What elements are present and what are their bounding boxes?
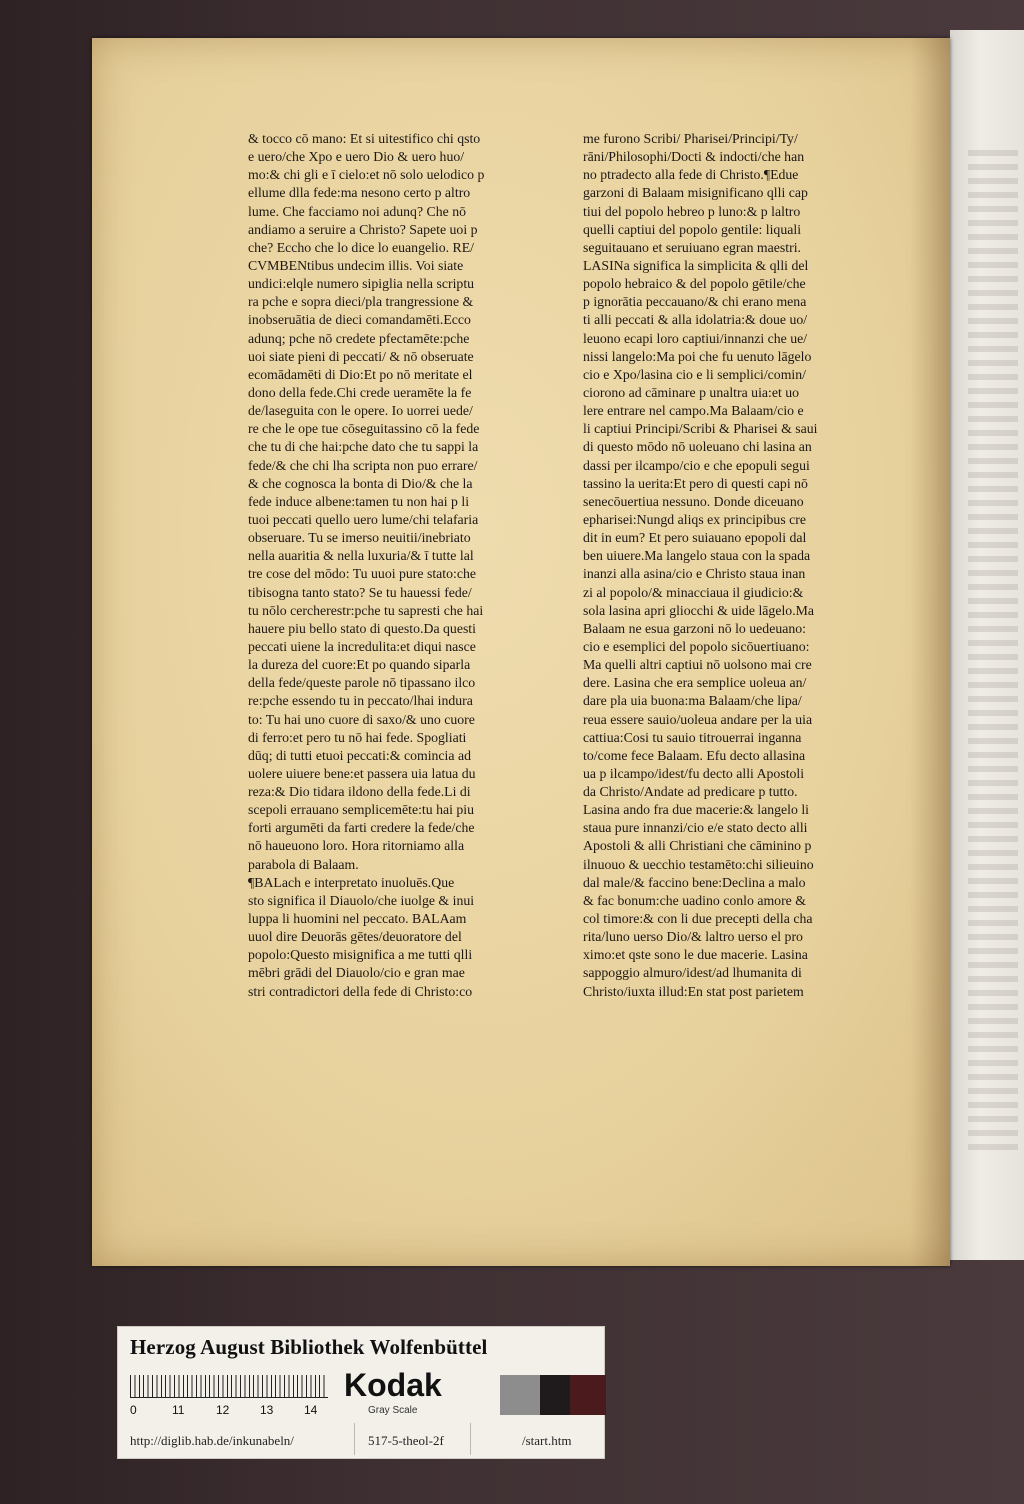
text-line: de/laseguita con le opere. Io uorrei uede/	[248, 403, 473, 419]
text-line: ua p ilcampo/idest/fu decto alli Apostoli	[583, 765, 805, 781]
text-line: quelli captiui del popolo gentile: liquali	[583, 221, 802, 237]
text-line: peccati uiene la incredulita:et diqui nasce	[248, 638, 476, 654]
text-line: reza:& Dio tidara ildono della fede.Li di	[248, 784, 471, 800]
ruler-numbers	[130, 1403, 336, 1417]
gray-scale-label: Gray Scale	[368, 1405, 418, 1416]
text-line: no ptradecto alla fede di Christo.¶Edue	[583, 167, 799, 183]
text-line: & fac bonum:che uadino conlo amore &	[583, 892, 806, 908]
ruler-number: 14	[304, 1403, 318, 1417]
text-line: leuono ecapi loro captiui/innanzi che ue/	[583, 330, 808, 346]
text-line: seguitauano et seruiuano egran maestri.	[583, 239, 801, 255]
text-line: ciorono ad cāminare p unaltra uia:et uo	[583, 384, 800, 400]
source-url: http://diglib.hab.de/inkunabeln/	[130, 1433, 294, 1448]
text-line: fede induce albene:tamen tu non hai p li	[248, 493, 470, 509]
text-line: dere. Lasina che era semplice uoleua an/	[583, 675, 807, 691]
text-line: tu nōlo cercherestr:pche tu sapresti che hai	[248, 602, 484, 618]
text-line: lere entrare nel campo.Ma Balaam/cio e	[583, 403, 804, 419]
text-line: tre cose del mōdo: Tu uuoi pure stato:che	[248, 566, 476, 582]
gray-swatch	[500, 1375, 540, 1415]
text-line: re che le ope tue cōseguitassino cō la fede	[248, 421, 480, 437]
text-line: uuol dire Deuorās gētes/deuoratore del	[248, 929, 462, 945]
text-line: della fede/queste parole nō tipassano ilco	[248, 675, 476, 691]
color-target-card	[117, 1326, 605, 1459]
text-line: staua pure innanzi/cio e/e stato decto alli	[583, 820, 808, 836]
text-line: dono della fede.Chi crede ueramēte la fe	[248, 384, 472, 400]
text-line: inobseruātia de dieci comandamēti.Ecco	[248, 312, 471, 328]
text-line: uoi siate pieni di peccati/ & nō obseruate	[248, 348, 474, 364]
ruler-ticks	[130, 1375, 328, 1398]
kodak-logo: Kodak	[344, 1367, 442, 1403]
text-line: senecōuertiua nessuno. Donde diceuano	[583, 493, 804, 509]
text-line: dūq; di tutti etuoi peccati:& comincia ad	[248, 747, 471, 763]
text-line: sto significa il Diauolo/che iuolge & inui	[248, 892, 475, 908]
text-line: tuoi peccati quello uero lume/chi telafaria	[248, 511, 479, 527]
text-line: ti alli peccati & alla idolatria:& doue uo/	[583, 312, 808, 328]
text-line: sappoggio almuro/idest/ad lhumanita di	[583, 965, 802, 981]
gray-scale-strip	[340, 1367, 606, 1421]
text-line: mo:& chi gli e ī cielo:et nō solo uelodico p	[248, 167, 485, 183]
text-line: epharisei:Nungd aliqs ex principibus cre	[583, 511, 806, 527]
text-line: ¶BALach e interpretato inuoluēs.Que	[248, 874, 455, 890]
text-line: ellume dlla fede:ma nesono certo p altro	[248, 185, 471, 201]
text-line: di questo mōdo nō uoleuano chi lasina an	[583, 439, 812, 455]
text-line: adunq; pche nō credete pfectamēte:pche	[248, 330, 470, 346]
text-line: tibisogna tanto stato? Se tu hauessi fede/	[248, 584, 472, 600]
text-line: ecomādamēti di Dio:Et po nō meritate el	[248, 366, 473, 382]
text-line: ximo:et qste sono le due macerie. Lasina	[583, 947, 808, 963]
text-line: p ignorātia peccauano/& chi erano mena	[583, 294, 807, 310]
text-line: uolere uiuere bene:et passera uia latua du	[248, 765, 476, 781]
left-text-column	[248, 130, 560, 1001]
text-line: nō haueuono loro. Hora ritorniamo alla	[248, 838, 465, 854]
text-line: & tocco cō mano: Et si uitestifico chi qsto	[248, 131, 481, 146]
text-line: cio e Xpo/lasina cio e li semplici/comin/	[583, 366, 806, 382]
text-line: lume. Che facciamo noi adunq? Che nō	[248, 203, 467, 219]
bleed-through-text	[968, 150, 1018, 1150]
text-line: obseruare. Tu se imerso neuitii/inebriato	[248, 530, 471, 546]
text-line: dal male/& faccino bene:Declina a malo	[583, 874, 806, 890]
text-line: Balaam ne esua garzoni nō lo uedeuano:	[583, 620, 806, 636]
text-line: zi al popolo/& minacciaua il giudicio:&	[583, 584, 804, 600]
reference-row	[118, 1429, 604, 1455]
text-line: che? Eccho che lo dice lo euangelio. RE/	[248, 239, 475, 255]
divider	[470, 1423, 471, 1455]
text-line: nella auaritia & nella luxuria/& ī tutte lal	[248, 548, 474, 564]
text-line: e uero/che Xpo e uero Dio & uero huo/	[248, 149, 465, 165]
text-line: la dureza del cuore:Et po quando siparla	[248, 657, 471, 673]
black-swatch	[540, 1375, 570, 1415]
text-line: cio e esemplici del popolo sicōuertiuano:	[583, 638, 810, 654]
text-line: forti argumēti da farti credere la fede/che	[248, 820, 475, 836]
right-text-column	[583, 130, 905, 1001]
text-line: nissi langelo:Ma poi che fu uenuto lāgelo	[583, 348, 812, 364]
text-line: hauere piu bello stato di questo.Da questi	[248, 620, 476, 636]
text-line: Lasina ando fra due macerie:& langelo li	[583, 802, 810, 818]
text-line: ra pche e sopra dieci/pla trangressione &	[248, 294, 474, 310]
text-line: Apostoli & alli Christiani che cāminino p	[583, 838, 812, 854]
text-line: rita/luno uerso Dio/& laltro uerso el pro	[583, 929, 803, 945]
text-line: cattiua:Cosi tu sauio titrouerrai inganna	[583, 729, 802, 745]
text-line: popolo:Questo misignifica a me tutti qlli	[248, 947, 473, 963]
text-line: scepoli errauano semplicemēte:tu hai piu	[248, 802, 475, 818]
text-line: da Christo/Andate ad predicare p tutto.	[583, 784, 798, 800]
text-line: li captiui Principi/Scribi & Pharisei & saui	[583, 421, 818, 437]
page-gutter-shadow	[910, 38, 950, 1266]
text-line: dare pla uia buona:ma Balaam/che lipa/	[583, 693, 802, 709]
ruler-number: 13	[260, 1403, 274, 1417]
text-line: tiui del popolo hebreo p luno:& p laltro	[583, 203, 801, 219]
ruler-number: 11	[172, 1403, 185, 1417]
text-line: mēbri grādi del Diauolo/cio e gran mae	[248, 965, 465, 981]
text-line: parabola di Balaam.	[248, 856, 359, 872]
text-line: & che cognosca la bonta di Dio/& che la	[248, 475, 473, 491]
text-line: che tu di che hai:pche dato che tu sappi la	[248, 439, 479, 455]
text-line: popolo hebraico & del popolo gētile/che	[583, 276, 806, 292]
text-line: undici:elqle numero sipiglia nella scriptu	[248, 276, 475, 292]
text-line: dit in eum? Et pero suiauano epopoli dal	[583, 530, 807, 546]
text-line: CVMBENtibus undecim illis. Voi siate	[248, 257, 464, 273]
text-line: rāni/Philosophi/Docti & indocti/che han	[583, 149, 805, 165]
library-title: Herzog August Bibliothek Wolfenbüttel	[130, 1335, 488, 1359]
text-line: andiamo a seruire a Christo? Sapete uoi p	[248, 221, 478, 237]
text-line: Christo/iuxta illud:En stat post parietem	[583, 983, 804, 999]
maroon-swatch	[570, 1375, 606, 1415]
text-line: to: Tu hai uno cuore di saxo/& uno cuore	[248, 711, 475, 727]
text-line: re:pche essendo tu in peccato/lhai indura	[248, 693, 473, 709]
text-line: ilnuouo & uecchio testamēto:chi silieuino	[583, 856, 814, 872]
text-line: me furono Scribi/ Pharisei/Principi/Ty/	[583, 131, 798, 146]
text-line: to/come fece Balaam. Efu decto allasina	[583, 747, 806, 763]
text-line: col timore:& con li due precepti della cha	[583, 911, 813, 927]
text-line: garzoni di Balaam misignificano qlli cap	[583, 185, 808, 201]
measurement-ruler	[130, 1375, 336, 1417]
text-line: dassi per ilcampo/cio e che epopuli segui	[583, 457, 810, 473]
divider	[354, 1423, 355, 1455]
text-line: reua essere sauio/uoleua andare per la uia	[583, 711, 813, 727]
shelfmark: 517-5-theol-2f	[368, 1433, 444, 1448]
text-line: Ma quelli altri captiui nō uolsono mai cre	[583, 657, 812, 673]
text-line: ben uiuere.Ma langelo staua con la spada	[583, 548, 811, 564]
text-line: di ferro:et pero tu nō hai fede. Spogliati	[248, 729, 467, 745]
text-line: inanzi alla asina/cio e Christo staua inan	[583, 566, 806, 582]
ruler-number: 12	[216, 1403, 230, 1417]
text-line: tassino la uerita:Et pero di questi capi nō	[583, 475, 808, 491]
page-reference: /start.htm	[522, 1433, 572, 1448]
ruler-number: 0	[130, 1403, 137, 1417]
text-line: stri contradictori della fede di Christo:co	[248, 983, 473, 999]
adjacent-page-edge	[950, 30, 1024, 1260]
text-line: LASINa significa la simplicita & qlli del	[583, 257, 809, 273]
text-line: luppa li huomini nel peccato. BALAam	[248, 911, 467, 927]
text-line: sola lasina apri gliocchi & uide lāgelo.Ma	[583, 602, 815, 618]
text-line: fede/& che chi lha scripta non puo errare/	[248, 457, 478, 473]
